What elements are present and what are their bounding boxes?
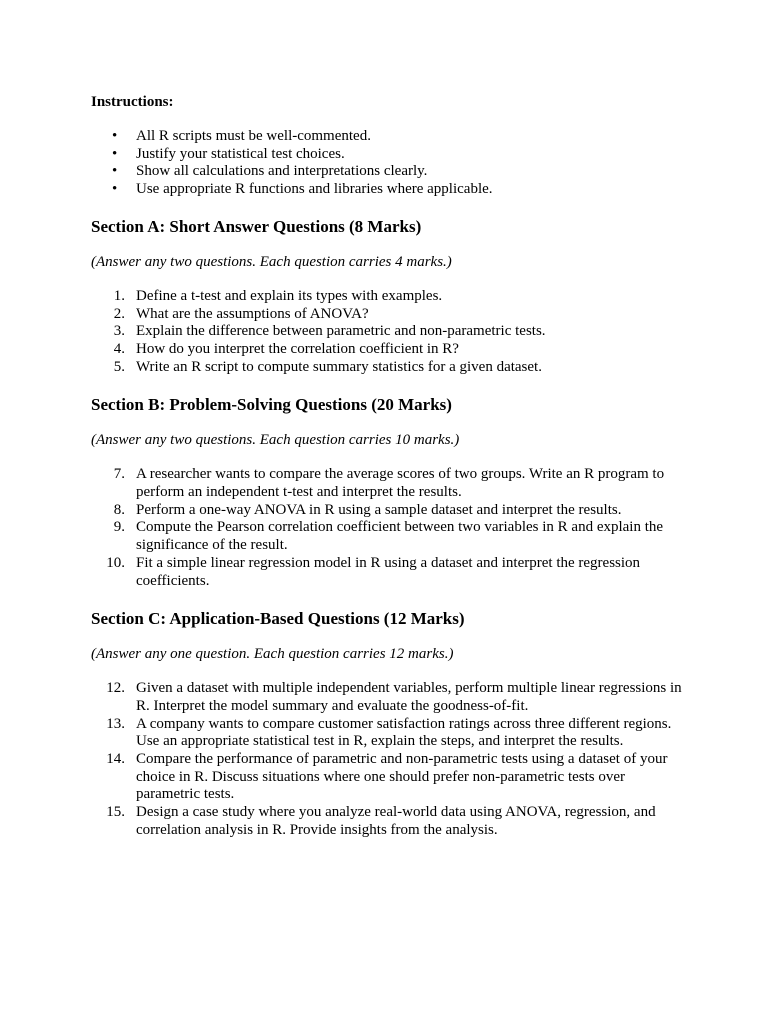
list-item — [91, 306, 688, 324]
question-number: 2. — [113, 305, 125, 322]
question-text: Write an R script to compute summary statistics for a given dataset. — [136, 358, 542, 375]
question-text: How do you interpret the correlation coefficient in R? — [136, 340, 459, 357]
section-a-title: Section A: Short Answer Questions (8 Marks) — [91, 216, 422, 236]
question-number: 15. — [106, 804, 125, 821]
list-item — [91, 163, 688, 181]
list-item — [91, 751, 688, 804]
section-a-questions — [91, 288, 688, 377]
question-number: 10. — [106, 554, 125, 571]
question-text: A company wants to compare customer satisfaction ratings across three different regions. Use an appropriate statistical test in R, explain the steps, and interpret the results. — [136, 715, 672, 750]
question-number: 9. — [113, 519, 125, 536]
list-item — [91, 341, 688, 359]
question-text: A researcher wants to compare the average scores of two groups. Write an R program to perform an independent t-test and interpret the results. — [136, 466, 665, 501]
section-c-questions — [91, 680, 688, 839]
question-text: Design a case study where you analyze real-world data using ANOVA, regression, and correlation analysis in R. Provide insights from the analysis. — [136, 804, 656, 838]
question-text: Compute the Pearson correlation coefficient between two variables in R and explain the significance of the result. — [136, 519, 664, 554]
question-number: 1. — [113, 287, 125, 304]
list-item — [91, 181, 688, 199]
question-text: Explain the difference between parametric and non-parametric tests. — [136, 323, 546, 340]
instructions-title: Instructions: — [91, 94, 174, 110]
section-c-title: Section C: Application-Based Questions (12 Marks) — [91, 609, 465, 629]
instruction-text: Show all calculations and interpretations clearly. — [136, 163, 428, 180]
bullet-icon: • — [112, 181, 118, 198]
list-item — [91, 288, 688, 306]
list-item — [91, 466, 688, 501]
question-number: 4. — [113, 340, 125, 357]
list-item — [91, 519, 688, 554]
question-text: Compare the performance of parametric and non-parametric tests using a dataset of your choice in R. Discuss situations where one should prefer non-parametric tests over parametric tests. — [136, 751, 668, 803]
question-number: 14. — [106, 751, 125, 768]
instruction-text: All R scripts must be well-commented. — [136, 128, 371, 144]
bullet-icon: • — [112, 128, 118, 144]
question-text: Fit a simple linear regression model in R using a dataset and interpret the regression coefficients. — [136, 554, 641, 589]
question-text: Define a t-test and explain its types with examples. — [136, 287, 443, 304]
bullet-icon: • — [112, 145, 118, 162]
list-item — [91, 716, 688, 751]
instruction-text: Use appropriate R functions and libraries where applicable. — [136, 181, 493, 198]
section-b-title: Section B: Problem-Solving Questions (20 Marks) — [91, 395, 452, 415]
list-item — [91, 128, 688, 146]
question-number: 13. — [106, 715, 125, 732]
question-number: 7. — [113, 466, 125, 483]
question-number: 3. — [113, 323, 125, 340]
list-item — [91, 146, 688, 164]
instructions-list — [91, 128, 688, 199]
instruction-text: Justify your statistical test choices. — [136, 145, 345, 162]
section-c-note: (Answer any one question. Each question carries 12 marks.) — [91, 646, 454, 663]
list-item — [91, 502, 688, 520]
question-number: 8. — [113, 501, 125, 518]
list-item — [91, 680, 688, 715]
section-b-questions — [91, 466, 688, 590]
list-item — [91, 555, 688, 590]
question-number: 5. — [113, 358, 125, 375]
section-b-note: (Answer any two questions. Each question carries 10 marks.) — [91, 432, 460, 449]
list-item — [91, 323, 688, 341]
question-number: 12. — [106, 680, 125, 697]
question-text: Given a dataset with multiple independent variables, perform multiple linear regressions in R. Interpret the model summary and evaluate the goodness-of-fit. — [136, 680, 682, 714]
question-text: What are the assumptions of ANOVA? — [136, 305, 369, 322]
list-item — [91, 804, 688, 839]
question-text: Perform a one-way ANOVA in R using a sample dataset and interpret the results. — [136, 501, 622, 518]
list-item — [91, 359, 688, 377]
section-a-note: (Answer any two questions. Each question carries 4 marks.) — [91, 253, 452, 270]
bullet-icon: • — [112, 163, 118, 180]
